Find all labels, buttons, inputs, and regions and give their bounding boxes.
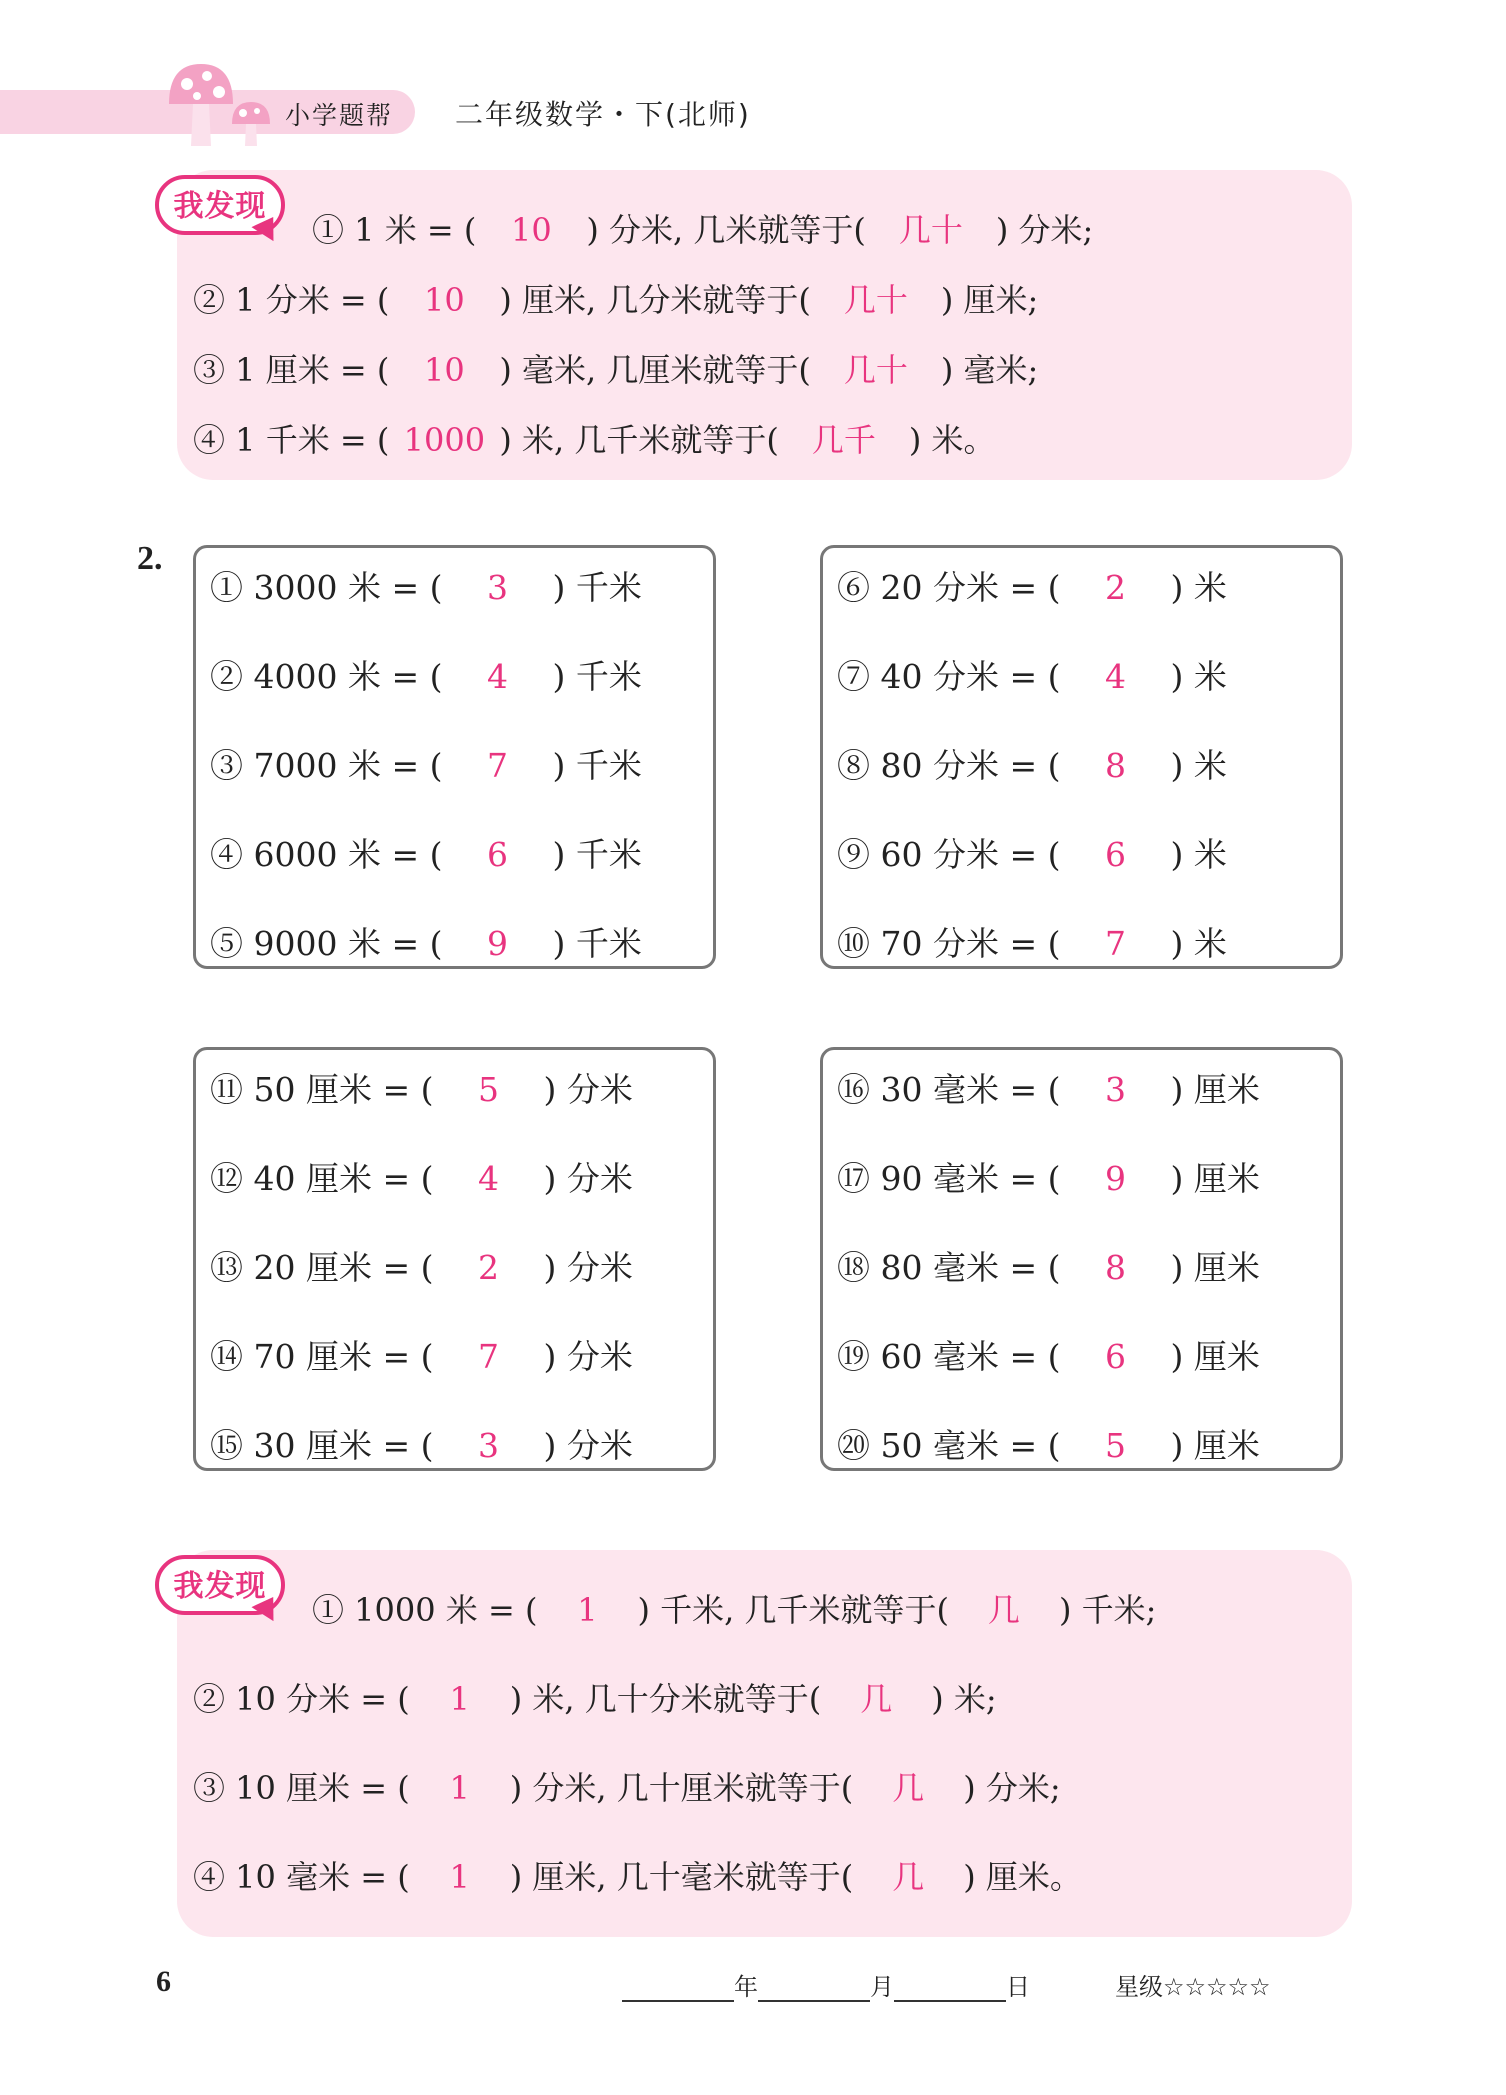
discover-label: 我发现	[173, 189, 267, 224]
exercise-prompt: ⑫ 40 厘米 = (	[210, 1159, 434, 1198]
exercise-row	[837, 1064, 1260, 1111]
line-middle: ) 分米, 几米就等于(	[586, 211, 866, 249]
answer-value[interactable]: 10	[424, 351, 465, 389]
exercise-prompt: ⑤ 9000 米 = (	[210, 924, 443, 963]
brand-name: 小学题帮	[285, 101, 394, 130]
year-blank[interactable]	[622, 1976, 734, 2002]
answer-value[interactable]: 3	[1104, 1070, 1126, 1109]
exercise-unit: ) 分米	[543, 1337, 633, 1376]
answer-value[interactable]: 1	[577, 1591, 598, 1629]
line-middle: ) 千米, 几千米就等于(	[637, 1591, 949, 1629]
discover-line	[193, 275, 1038, 321]
answer-value[interactable]: 10	[424, 281, 465, 319]
exercise-prompt: ⑧ 80 分米 = (	[837, 746, 1061, 785]
mushroom-icon	[165, 58, 237, 148]
answer-value[interactable]: 几十	[898, 211, 963, 249]
exercise-unit: ) 米	[1170, 657, 1227, 696]
exercise-prompt: ② 4000 米 = (	[210, 657, 443, 696]
exercise-unit: ) 厘米	[1170, 1070, 1260, 1109]
exercise-row	[837, 1331, 1260, 1378]
exercise-row	[210, 1420, 633, 1467]
line-prefix: ① 1 米 = (	[312, 211, 477, 249]
exercise-prompt: ⑯ 30 毫米 = (	[837, 1070, 1061, 1109]
exercise-prompt: ④ 6000 米 = (	[210, 835, 443, 874]
answer-value[interactable]: 5	[477, 1070, 499, 1109]
exercise-unit: ) 厘米	[1170, 1159, 1260, 1198]
exercise-unit: ) 厘米	[1170, 1426, 1260, 1465]
exercise-card-3	[193, 1047, 716, 1471]
answer-value[interactable]: 5	[1104, 1426, 1126, 1465]
exercise-prompt: ⑲ 60 毫米 = (	[837, 1337, 1061, 1376]
exercise-unit: ) 千米	[552, 835, 642, 874]
answer-value[interactable]: 几	[860, 1680, 893, 1718]
exercise-row	[837, 740, 1227, 787]
exercise-prompt: ⑥ 20 分米 = (	[837, 568, 1061, 607]
exercise-prompt: ③ 7000 米 = (	[210, 746, 443, 785]
line-prefix: ① 1000 米 = (	[312, 1591, 538, 1629]
answer-value[interactable]: 3	[477, 1426, 499, 1465]
exercise-prompt: ① 3000 米 = (	[210, 568, 443, 607]
exercise-row	[210, 918, 642, 965]
answer-value[interactable]: 几	[892, 1769, 925, 1807]
answer-value[interactable]: 6	[1104, 1337, 1126, 1376]
exercise-unit: ) 千米	[552, 924, 642, 963]
exercise-prompt: ⑰ 90 毫米 = (	[837, 1159, 1061, 1198]
exercise-row	[210, 1153, 633, 1200]
line-prefix: ③ 10 厘米 = (	[193, 1769, 410, 1807]
answer-value[interactable]: 10	[511, 211, 552, 249]
exercise-row	[210, 740, 642, 787]
answer-value[interactable]: 8	[1104, 746, 1126, 785]
star-rating[interactable]: 星级☆☆☆☆☆	[1115, 1973, 1271, 2001]
exercise-row	[210, 651, 642, 698]
exercise-row	[210, 1064, 633, 1111]
line-suffix: ) 分米;	[995, 211, 1094, 249]
exercise-row	[837, 1242, 1260, 1289]
exercise-unit: ) 分米	[543, 1159, 633, 1198]
discover-line	[193, 345, 1038, 391]
month-blank[interactable]	[758, 1976, 870, 2002]
discover-line	[193, 1763, 1061, 1809]
exercise-unit: ) 分米	[543, 1070, 633, 1109]
exercise-prompt: ⑨ 60 分米 = (	[837, 835, 1061, 874]
answer-value[interactable]: 9	[486, 924, 508, 963]
exercise-prompt: ⑩ 70 分米 = (	[837, 924, 1061, 963]
exercise-prompt: ⑬ 20 厘米 = (	[210, 1248, 434, 1287]
exercise-prompt: ⑭ 70 厘米 = (	[210, 1337, 434, 1376]
answer-value[interactable]: 7	[486, 746, 508, 785]
month-label: 月	[870, 1973, 894, 2001]
line-suffix: ) 米;	[931, 1680, 997, 1718]
day-blank[interactable]	[894, 1976, 1006, 2002]
exercise-prompt: ⑱ 80 毫米 = (	[837, 1248, 1061, 1287]
exercise-unit: ) 米	[1170, 746, 1227, 785]
year-label: 年	[734, 1973, 758, 2001]
answer-value[interactable]: 9	[1104, 1159, 1126, 1198]
answer-value[interactable]: 1000	[403, 421, 486, 459]
discover-line	[193, 415, 996, 461]
line-suffix: ) 分米;	[963, 1769, 1061, 1807]
answer-value[interactable]: 4	[1104, 657, 1126, 696]
discover-tag-1	[155, 175, 293, 245]
exercise-row	[837, 918, 1227, 965]
answer-value[interactable]: 1	[449, 1858, 470, 1896]
line-middle: ) 米, 几千米就等于(	[499, 421, 779, 459]
answer-value[interactable]: 几十	[843, 281, 908, 319]
line-prefix: ② 1 分米 = (	[193, 281, 390, 319]
date-fields	[622, 1967, 1030, 2002]
exercise-row	[210, 562, 642, 609]
mushroom-icon-small	[230, 98, 272, 148]
line-suffix: ) 米。	[908, 421, 996, 459]
exercise-unit: ) 千米	[552, 568, 642, 607]
exercise-unit: ) 米	[1170, 924, 1227, 963]
line-suffix: ) 千米;	[1058, 1591, 1157, 1629]
line-middle: ) 厘米, 几十毫米就等于(	[509, 1858, 854, 1896]
exercise-card-1	[193, 545, 716, 969]
book-title: 二年级数学・下(北师)	[455, 98, 751, 131]
line-prefix: ③ 1 厘米 = (	[193, 351, 390, 389]
answer-value[interactable]: 6	[486, 835, 508, 874]
answer-value[interactable]: 几千	[811, 421, 876, 459]
question-number: 2.	[137, 540, 163, 577]
answer-value[interactable]: 2	[477, 1248, 499, 1287]
line-suffix: ) 厘米。	[963, 1858, 1082, 1896]
exercise-row	[837, 651, 1227, 698]
discover-line	[312, 1585, 1156, 1631]
exercise-prompt: ⑮ 30 厘米 = (	[210, 1426, 434, 1465]
answer-value[interactable]: 几	[892, 1858, 925, 1896]
exercise-row	[837, 562, 1227, 609]
exercise-unit: ) 米	[1170, 568, 1227, 607]
exercise-unit: ) 分米	[543, 1426, 633, 1465]
answer-value[interactable]: 3	[486, 568, 508, 607]
exercise-unit: ) 千米	[552, 657, 642, 696]
discover-tag-2	[155, 1555, 293, 1625]
exercise-prompt: ⑪ 50 厘米 = (	[210, 1070, 434, 1109]
exercise-unit: ) 千米	[552, 746, 642, 785]
exercise-unit: ) 厘米	[1170, 1248, 1260, 1287]
answer-value[interactable]: 2	[1104, 568, 1126, 607]
line-prefix: ④ 10 毫米 = (	[193, 1858, 410, 1896]
discover-label: 我发现	[173, 1569, 267, 1604]
exercise-prompt: ⑳ 50 毫米 = (	[837, 1426, 1061, 1465]
page-number: 6	[156, 1965, 171, 1998]
line-prefix: ② 10 分米 = (	[193, 1680, 410, 1718]
line-middle: ) 厘米, 几分米就等于(	[499, 281, 811, 319]
line-suffix: ) 毫米;	[940, 351, 1039, 389]
exercise-row	[210, 1331, 633, 1378]
day-label: 日	[1006, 1973, 1030, 2001]
answer-value[interactable]: 7	[1104, 924, 1126, 963]
exercise-row	[210, 829, 642, 876]
answer-value[interactable]: 几十	[843, 351, 908, 389]
discover-line	[193, 1852, 1082, 1898]
answer-value[interactable]: 8	[1104, 1248, 1126, 1287]
line-middle: ) 分米, 几十厘米就等于(	[509, 1769, 854, 1807]
discover-line	[312, 205, 1093, 251]
exercise-unit: ) 米	[1170, 835, 1227, 874]
discover-line	[193, 1674, 997, 1720]
exercise-card-2	[820, 545, 1343, 969]
answer-value[interactable]: 7	[477, 1337, 499, 1376]
exercise-row	[837, 829, 1227, 876]
answer-value[interactable]: 4	[486, 657, 508, 696]
exercise-card-4	[820, 1047, 1343, 1471]
exercise-row	[210, 1242, 633, 1289]
line-prefix: ④ 1 千米 = (	[193, 421, 390, 459]
answer-value[interactable]: 1	[449, 1680, 470, 1718]
line-suffix: ) 厘米;	[940, 281, 1039, 319]
exercise-prompt: ⑦ 40 分米 = (	[837, 657, 1061, 696]
answer-value[interactable]: 1	[449, 1769, 470, 1807]
answer-value[interactable]: 6	[1104, 835, 1126, 874]
exercise-row	[837, 1420, 1260, 1467]
line-middle: ) 毫米, 几厘米就等于(	[499, 351, 811, 389]
exercise-unit: ) 厘米	[1170, 1337, 1260, 1376]
answer-value[interactable]: 4	[477, 1159, 499, 1198]
exercise-unit: ) 分米	[543, 1248, 633, 1287]
answer-value[interactable]: 几	[987, 1591, 1020, 1629]
line-middle: ) 米, 几十分米就等于(	[509, 1680, 822, 1718]
exercise-row	[837, 1153, 1260, 1200]
